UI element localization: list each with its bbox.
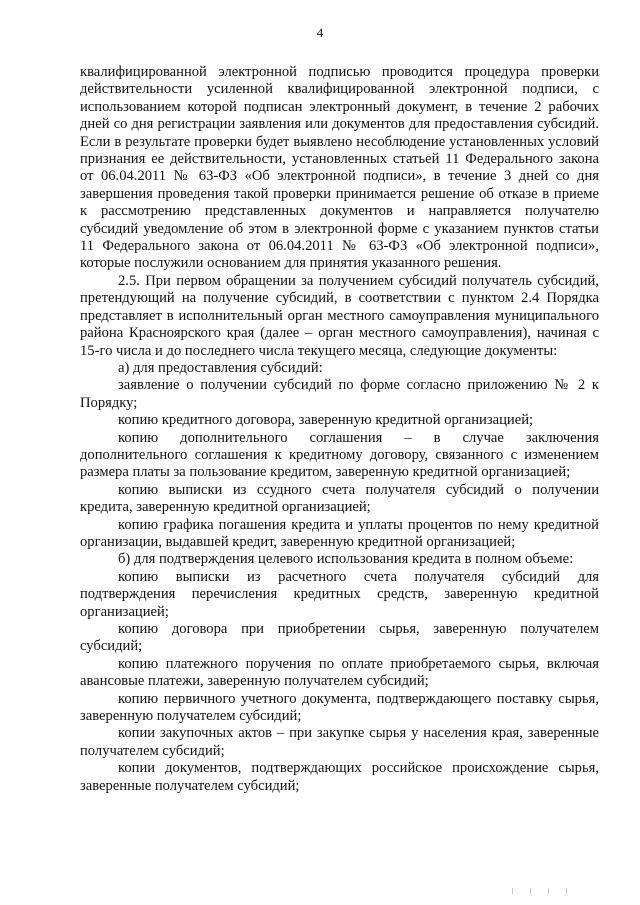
document-body xyxy=(80,64,599,795)
list-item: копию первичного учетного документа, подтверждающего поставку сырья, заверенную получателем субсидий; xyxy=(80,690,599,725)
list-item: копию платежного поручения по оплате приобретаемого сырья, включая авансовые платежи, заверенную получателем субсидий; xyxy=(80,655,599,690)
list-item: копии документов, подтверждающих российское происхождение сырья, заверенные получателем субсидий; xyxy=(80,760,599,794)
scan-artifact xyxy=(530,888,531,894)
list-item: копию дополнительного соглашения – в случае заключения дополнительного соглашения к кредитному договору, связанного с изменением размера платы за пользование кредитом, заверенную кредитной организацией; xyxy=(80,429,599,481)
list-item: копию договора при приобретении сырья, заверенную получателем субсидий; xyxy=(80,621,599,655)
page-number: 4 xyxy=(316,25,324,40)
list-item: копию выписки из ссудного счета получателя субсидий о получении кредита, заверенную кредитной организацией; xyxy=(80,481,599,516)
paragraph-clause-2-5: 2.5. При первом обращении за получением субсидий получатель субсидий, претендующий на получение субсидий, в соответствии с пунктом 2.4 Порядка представляет в исполнительный орган местного самоуправления муниципального района Красноярского края (далее – орган местного самоуправления), начиная с 15-го числа и до последнего числа текущего месяца, следующие документы: xyxy=(80,272,599,359)
list-item: копию кредитного договора, заверенную кредитной организацией; xyxy=(118,412,534,429)
list-item: копию выписки из расчетного счета получателя субсидий для подтверждения перечисления кредитных средств, заверенную кредитной организацией; xyxy=(80,568,599,620)
scan-artifact xyxy=(566,888,567,894)
list-heading-a: а) для предоставления субсидий: xyxy=(118,359,323,376)
scan-artifact xyxy=(512,888,513,894)
list-item: заявление о получении субсидий по форме согласно приложению № 2 к Порядку; xyxy=(80,377,599,411)
scan-artifact xyxy=(548,888,549,894)
list-item: копию графика погашения кредита и уплаты процентов по нему кредитной организации, выдавшей кредит, заверенную кредитной организацией; xyxy=(80,516,599,550)
paragraph-continuation: квалифицированной электронной подписью проводится процедура проверки действительности усиленной квалифицированной электронной подписи, с использованием которой подписан электронный документ, в течение 2 рабочих дней со дня регистрации заявления или документов для предоставления субсидий. Если в результате проверки будет выявлено несоблюдение установленных условий признания ее действительности, установленных статьей 11 Федерального закона от 06.04.2011 № 63-ФЗ «Об электронной подписи», в течение 3 дней со дня завершения проведения такой проверки принимается решение об отказе в приеме к рассмотрению представленных документов и направляется получателю субсидий уведомление об этом в электронной форме с указанием пунктов статьи 11 Федерального закона от 06.04.2011 № 63-ФЗ «Об электронной подписи», которые послужили основанием для принятия указанного решения. xyxy=(80,64,599,272)
list-heading-b: б) для подтверждения целевого использования кредита в полном объеме: xyxy=(118,551,574,568)
list-item: копии закупочных актов – при закупке сырья у населения края, заверенные получателем субсидий; xyxy=(80,725,599,759)
